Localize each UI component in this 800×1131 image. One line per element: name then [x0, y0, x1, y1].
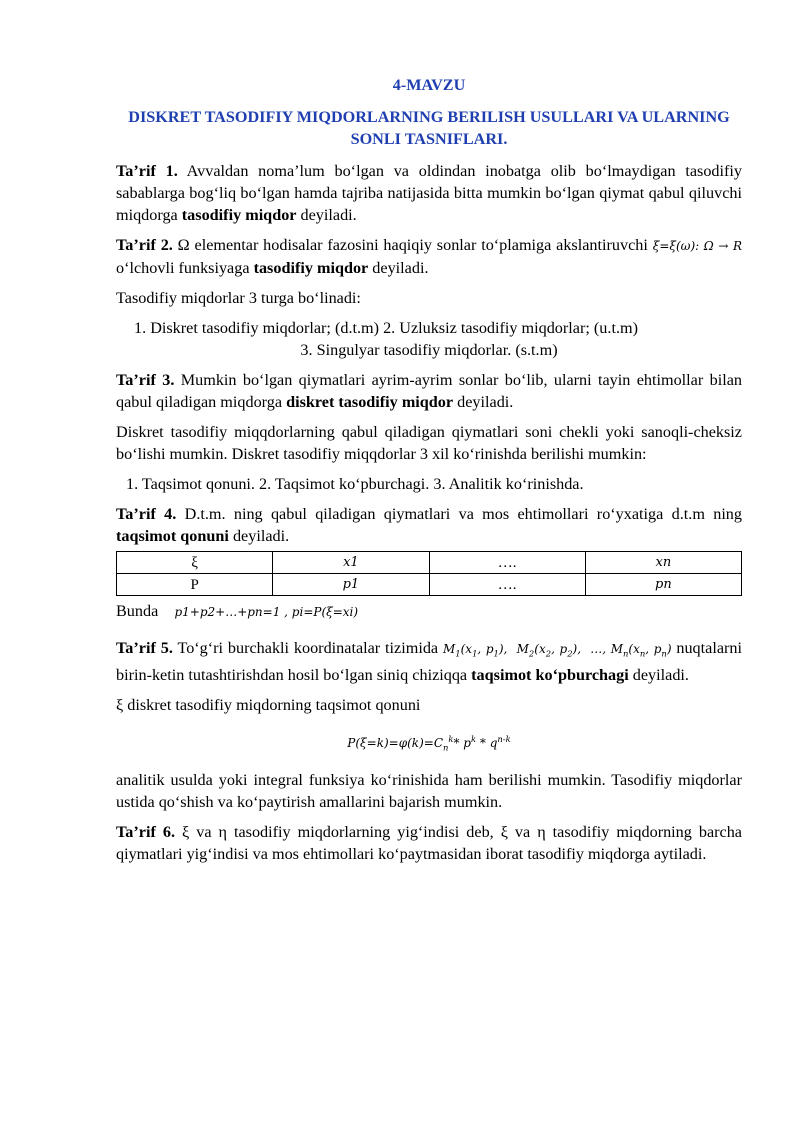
types-intro: Tasodifiy miqdorlar 3 turga bo‘linadi:: [116, 289, 361, 307]
definition-4-label: Ta’rif 4.: [116, 505, 177, 523]
bunda-line: [116, 600, 742, 623]
definition-4: Ta’rif 4. D.t.m. ning qabul qiladigan qiymatlari va mos ehtimollari ro‘yxatiga d.t.m ning taqsimot qonuni deyiladi.: [116, 505, 742, 545]
table-cell-x1: x1: [273, 552, 429, 574]
bunda-label: Bunda: [116, 602, 159, 620]
points-formula: $M_1(x_1$, $p_1$), $M_2(x_2$, $p_2$), …, $M_n(x_n$, $p_n$): [442, 642, 672, 659]
table-cell-dots: ….: [429, 574, 585, 596]
document-page: [116, 74, 742, 873]
types-line-1: 1. Diskret tasodifiy miqdorlar; (d.t.m) 2. Uzluksiz tasodifiy miqdorlar; (u.t.m): [134, 319, 638, 337]
topic-number: 4-MAVZU: [392, 76, 466, 94]
probability-sum-formula: p1+p2+…+pn=1 , pi=P(ξ=xi): [174, 605, 359, 619]
binomial-law-formula: $P(\xi=k)=\varphi(k)=C_n^k*$ $p^k * q^{n-k}$: [347, 734, 511, 753]
definition-2-label: Ta’rif 2.: [116, 236, 173, 254]
distribution-table: [116, 551, 742, 596]
types-line-2: 3. Singulyar tasodifiy miqdorlar. (s.t.m): [300, 341, 558, 359]
table-cell-pn: pn: [585, 574, 741, 596]
topic-title: DISKRET TASODIFIY MIQDORLARNING BERILISH USULLARI VA ULARNING SONLI TASNIFLARI.: [128, 108, 730, 148]
discrete-paragraph: Diskret tasodifiy miqqdorlarning qabul qiladigan qiymatlari soni chekli yoki sanoqli-cheksiz bo‘lishi mumkin. Diskret tasodifiy miqqdorlar 3 xil ko‘rinishda berilishi mumkin:: [116, 423, 742, 463]
mapping-formula: ξ=ξ(ω): Ω → R: [652, 239, 743, 253]
table-cell-dots: ….: [429, 552, 585, 574]
definition-3-label: Ta’rif 3.: [116, 371, 175, 389]
table-row: [117, 574, 742, 596]
table-row: [117, 552, 742, 574]
definition-3: Ta’rif 3. Mumkin bo‘lgan qiymatlari ayrim-ayrim sonlar bo‘lib, ularni tayin ehtimollar bilan qabul qiladigan miqdorga diskret tasodifiy miqdor deyiladi.: [116, 371, 742, 411]
definition-1-label: Ta’rif 1.: [116, 162, 178, 180]
analytic-paragraph: analitik usulda yoki integral funksiya ko‘rinishida ham berilishi mumkin. Tasodifiy miqdorlar ustida qo‘shish va ko‘paytirish amallarini bajarish mumkin.: [116, 770, 742, 811]
definition-2: Ta’rif 2. Ω elementar hodisalar fazosini haqiqiy sonlar to‘plamiga akslantiruvchi ξ=ξ(ω): Ω → R o‘lchovli funksiyaga tasodifiy miqdor deyiladi.: [116, 236, 743, 277]
definition-6: Ta’rif 6. ξ va η tasodifiy miqdorlarning yig‘indisi deb, ξ va η tasodifiy miqdorning barcha qiymatlari yig‘indisi va mos ehtimollari ko‘paytmasidan iborat tasodifiy miqdorga aytiladi.: [116, 822, 742, 863]
forms-line: 1. Taqsimot qonuni. 2. Taqsimot ko‘pburchagi. 3. Analitik ko‘rinishda.: [126, 475, 584, 493]
table-cell-xi: ξ: [117, 552, 273, 574]
law-intro: ξ diskret tasodifiy miqdorning taqsimot qonuni: [116, 696, 421, 715]
definition-6-label: Ta’rif 6.: [116, 822, 176, 841]
table-cell-p1: p1: [273, 574, 429, 596]
table-cell-xn: xn: [585, 552, 741, 574]
definition-5: Ta’rif 5. To‘g‘ri burchakli koordinatalar tizimida $M_1(x_1$, $p_1$), $M_2(x_2$, $p_2$), …, $M_n(x_n$, $p_n$) nuqtalarni birin-ketin tutashtirishdan hosil bo‘lgan siniq chiziqqa taqsimot ko‘pburchagi deyiladi.: [116, 639, 742, 685]
table-cell-p: P: [117, 574, 273, 596]
definition-1: Ta’rif 1. Avvaldan noma’lum bo‘lgan va oldindan inobatga olib bo‘lmaydigan tasodifiy sabablarga bog‘liq bo‘lgan hamda tajriba natijasida bitta mumkin bo‘lgan qiymat qabul qiluvchi miqdorga tasodifiy miqdor deyiladi.: [116, 162, 742, 224]
definition-5-label: Ta’rif 5.: [116, 639, 173, 657]
